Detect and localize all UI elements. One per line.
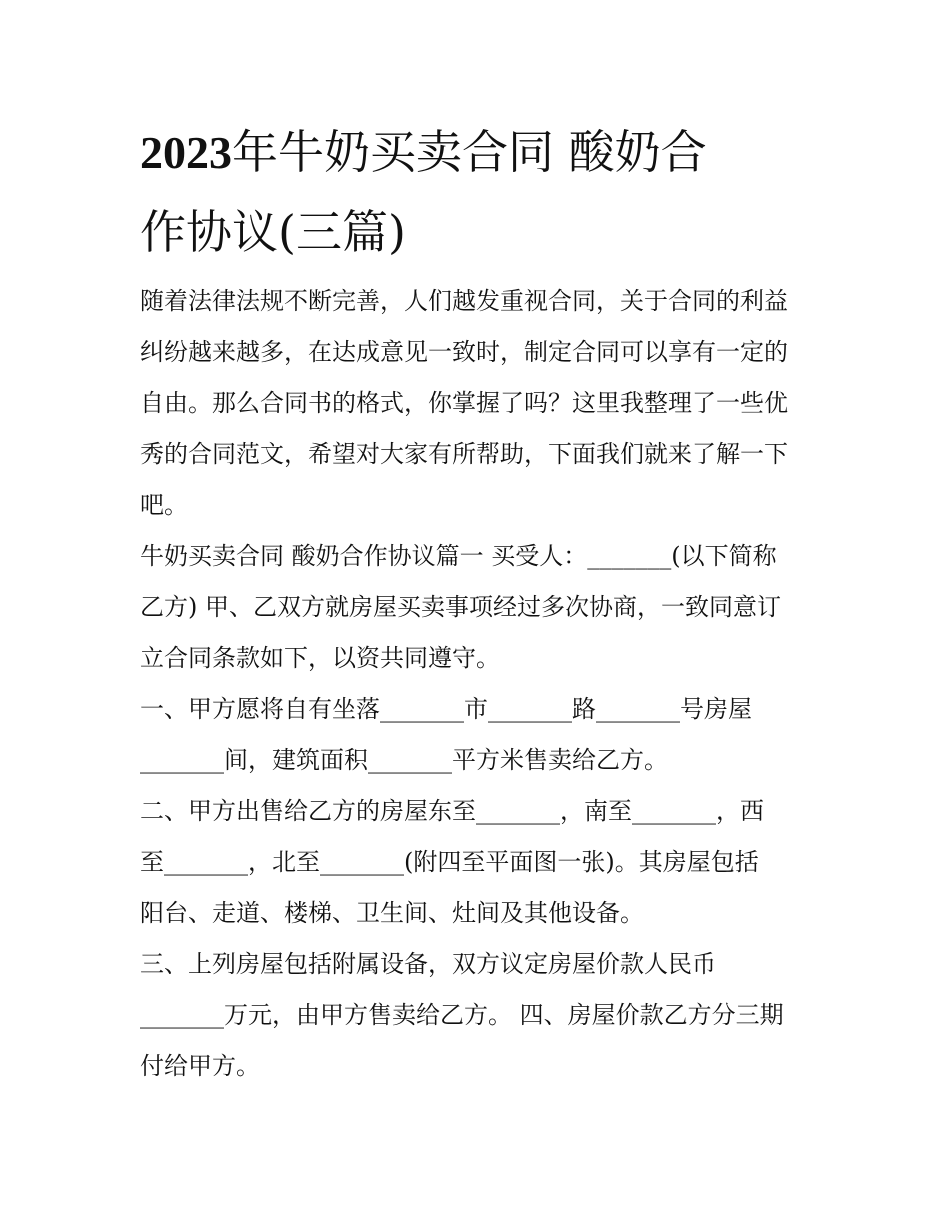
title-line-1-text: 年牛奶买卖合同 酸奶合	[232, 125, 707, 179]
body-line: 秀的合同范文，希望对大家有所帮助，下面我们就来了解一下	[140, 440, 788, 468]
title-line-2: 作协议(三篇)	[140, 205, 406, 259]
body-line: _______万元，由甲方售卖给乙方。 四、房屋价款乙方分三期	[140, 1001, 784, 1029]
body-line: 自由。那么合同书的格式，你掌握了吗？这里我整理了一些优	[140, 389, 788, 417]
body-line: 付给甲方。	[140, 1052, 260, 1080]
title-line-1	[140, 112, 830, 192]
body-line: 二、甲方出售给乙方的房屋东至_______，南至_______，西	[140, 797, 764, 825]
body-line: _______间，建筑面积_______平方米售卖给乙方。	[140, 746, 668, 774]
body-line: 三、上列房屋包括附属设备，双方议定房屋价款人民币	[140, 950, 716, 978]
body-line: 立合同条款如下，以资共同遵守。	[140, 644, 500, 672]
body-line: 吧。	[140, 491, 188, 519]
body-line: 随着法律法规不断完善，人们越发重视合同，关于合同的利益	[140, 287, 788, 315]
body-line: 一、甲方愿将自有坐落_______市_______路_______号房屋	[140, 695, 752, 723]
title-year: 2023	[140, 127, 232, 178]
document-body	[140, 276, 830, 1092]
document-title	[140, 112, 830, 272]
body-line: 牛奶买卖合同 酸奶合作协议篇一 买受人：_______(以下简称	[140, 542, 777, 570]
body-line: 阳台、走道、楼梯、卫生间、灶间及其他设备。	[140, 899, 644, 927]
body-line: 纠纷越来越多，在达成意见一致时，制定合同可以享有一定的	[140, 338, 788, 366]
body-line: 乙方) 甲、乙双方就房屋买卖事项经过多次协商，一致同意订	[140, 593, 781, 621]
body-line: 至_______，北至_______(附四至平面图一张)。其房屋包括	[140, 848, 759, 876]
